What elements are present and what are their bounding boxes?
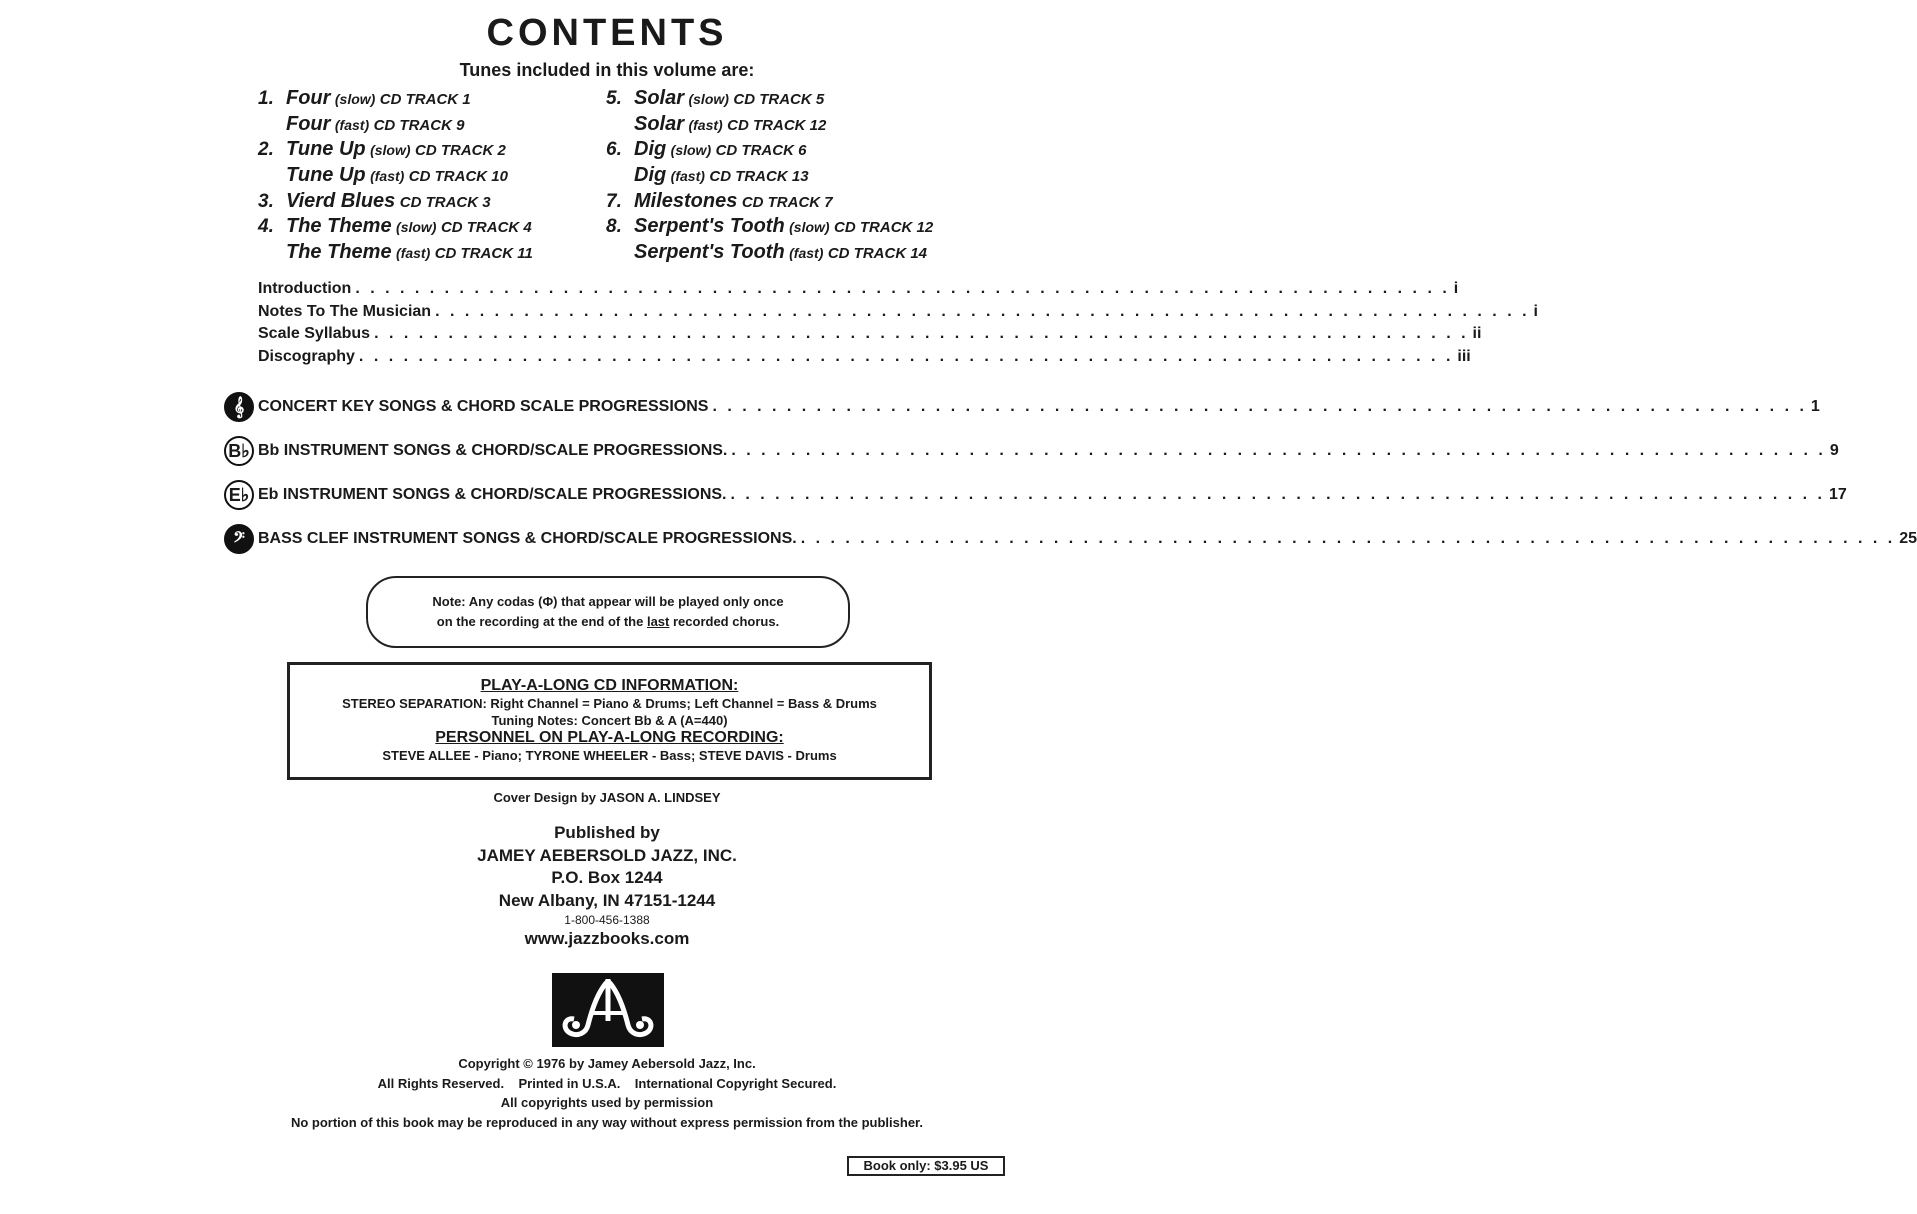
tunes-list-right [606,86,933,266]
tune-name: Solar [634,87,685,109]
toc-entry [258,280,1459,303]
dot-leader: . . . . . . . . . . . . . . . . . . . . . . . . . . . . . . . . . . . . . . . . . . . . . . . . . . . . . . . . . . . . . . . . . . . . . . . . . . [731,442,1826,459]
tune-entry [258,189,533,215]
cd-track: CD TRACK 9 [373,116,465,134]
tune-name: Vierd Blues [286,189,396,212]
cd-track: CD TRACK 2 [415,142,506,160]
copyright-block [0,1054,1214,1132]
tune-name: Milestones [634,189,738,212]
tune-tempo: (fast) [334,116,370,133]
tune-name: Dig [634,138,667,161]
section-entry [224,392,1820,422]
bass-clef-icon: 𝄢 [224,524,254,554]
tune-number: 6. [606,139,622,161]
dot-leader: . . . . . . . . . . . . . . . . . . . . . . . . . . . . . . . . . . . . . . . . . . . . . . . . . . . . . . . . . . . . . . . . . . . . . . . . . . [712,398,1807,415]
tune-entry [258,86,533,112]
section-entry [224,524,1917,554]
cover-design-credit: Cover Design by JASON A. LINDSEY [493,790,721,805]
tune-entry [258,112,533,138]
tune-number: 1. [258,88,274,109]
tune-tempo: (fast) [789,245,824,262]
toc-page: i [1453,280,1459,297]
section-bb-instrument [224,436,1839,466]
cd-track: CD TRACK 14 [827,245,928,263]
personnel-list: STEVE ALLEE - Piano; TYRONE WHEELER - Bass; STEVE DAVIS - Drums [382,748,837,763]
tune-entry [606,214,933,240]
toc-label: Introduction [258,280,352,297]
tune-number: 4. [258,216,274,238]
tune-tempo: (fast) [370,168,405,185]
tune-name: Serpent's Tooth [634,241,785,264]
section-page: 9 [1829,442,1839,459]
tunes-subtitle: Tunes included in this volume are: [459,60,755,80]
cd-track: CD TRACK 5 [733,91,825,108]
dot-leader: . . . . . . . . . . . . . . . . . . . . . . . . . . . . . . . . . . . . . . . . . . . . . . . . . . . . . . . . . . . . . . . . . . . . . . . . . . [730,486,1825,503]
cd-track: CD TRACK 12 [834,219,934,237]
publisher-phone: 1-800-456-1388 [564,913,650,927]
tune-tempo: (slow) [396,219,437,236]
section-entry [224,436,1839,466]
section-page: 25 [1899,530,1917,547]
tune-number: 3. [258,190,274,212]
tune-tempo: (slow) [789,219,830,236]
cd-track: CD TRACK 13 [709,168,809,186]
dot-leader: . . . . . . . . . . . . . . . . . . . . . . . . . . . . . . . . . . . . . . . . . . . . . . . . . . . . . . . . . . . . . . . . . . . . . . . . . . [358,347,1454,365]
tuning-notes: Tuning Notes: Concert Bb & A (A=440) [491,713,728,728]
tune-entry [258,240,533,266]
tune-entry [606,189,933,215]
permission-line: All copyrights used by permission [500,1095,714,1110]
tune-entry [606,240,933,266]
coda-note-text-end: recorded chorus. [669,614,780,629]
logo-mark-icon [552,973,664,1047]
personnel-heading: PERSONNEL ON PLAY-A-LONG RECORDING: [435,729,784,746]
section-bass-clef [224,524,1917,554]
section-page: 17 [1828,486,1847,503]
publisher-logo [552,973,664,1047]
tune-entry [606,86,933,112]
coda-note-text: on the recording at the end of the [436,614,647,629]
tune-entry [258,214,533,240]
publisher-block [0,822,1214,950]
section-entry [224,480,1847,510]
publisher-city: New Albany, IN 47151-1244 [498,890,716,910]
reproduction-notice: No portion of this book may be reproduced in any way without express permission from the publisher. [290,1114,924,1130]
coda-note-emphasis: last [646,614,670,629]
cd-track: CD TRACK 10 [408,168,508,186]
cd-track: CD TRACK 6 [715,142,807,160]
b-flat-icon: B♭ [224,436,254,466]
tune-tempo: (slow) [670,142,712,159]
cd-track: CD TRACK 12 [727,116,827,134]
toc-entry [258,347,1471,371]
tune-name: The Theme [286,241,392,264]
tune-tempo: (fast) [670,168,705,185]
tune-name: Four [286,87,331,109]
publisher-po-box: P.O. Box 1244 [551,868,663,887]
tune-number: 5. [606,88,622,109]
copyright-line: Copyright © 1976 by Jamey Aebersold Jazz, Inc. [458,1056,756,1071]
publisher-name: JAMEY AEBERSOLD JAZZ, INC. [477,845,737,865]
section-label: Bb INSTRUMENT SONGS & CHORD/SCALE PROGRESSIONS. [258,442,728,459]
coda-note-line2 [368,612,848,632]
tune-entry [606,137,933,163]
section-concert-key [224,392,1820,422]
toc-entry [258,325,1482,348]
cd-track: CD TRACK 11 [434,245,533,263]
tunes-list-left [258,86,533,266]
treble-clef-icon: 𝄞 [224,392,254,422]
cd-info-box [287,662,932,780]
tune-tempo: (fast) [688,116,723,133]
dot-leader: . . . . . . . . . . . . . . . . . . . . . . . . . . . . . . . . . . . . . . . . . . . . . . . . . . . . . . . . . . . . . . . . . . . . . . . . . . [355,280,1450,297]
published-by: Published by [554,823,660,842]
tune-name: Solar [634,112,685,135]
tune-tempo: (fast) [396,245,431,262]
cd-track: CD TRACK 7 [741,193,833,211]
tune-tempo: (slow) [334,91,376,107]
dot-leader: . . . . . . . . . . . . . . . . . . . . . . . . . . . . . . . . . . . . . . . . . . . . . . . . . . . . . . . . . . . . . . . . . . . . . . . . . . [374,325,1469,342]
page-title: CONTENTS [486,12,728,54]
cd-info-heading: PLAY-A-LONG CD INFORMATION: [480,677,739,694]
coda-note-box [366,576,850,648]
tune-name: Tune Up [286,164,366,187]
toc-label: Notes To The Musician [258,302,432,320]
toc-page: i [1533,302,1538,320]
publisher-website: www.jazzbooks.com [524,929,690,948]
dot-leader: . . . . . . . . . . . . . . . . . . . . . . . . . . . . . . . . . . . . . . . . . . . . . . . . . . . . . . . . . . . . . . . . . . . . . . . . . . [800,530,1896,547]
tune-number: 7. [606,190,622,212]
tune-number: 2. [258,139,274,161]
rights-line: All Rights Reserved. Printed in U.S.A. International Copyright Secured. [377,1075,837,1091]
cd-track: CD TRACK 3 [399,193,491,211]
coda-note-line1: Note: Any codas (Φ) that appear will be played only once [432,594,784,609]
tune-entry [606,112,933,138]
toc-label: Scale Syllabus [258,325,371,342]
section-page: 1 [1810,398,1820,415]
tune-number: 8. [606,216,622,238]
section-label: CONCERT KEY SONGS & CHORD SCALE PROGRESSIONS [258,398,709,415]
tune-name: Dig [634,164,667,187]
tune-entry [258,163,533,189]
toc-label: Discography [258,347,355,365]
tune-name: The Theme [286,215,392,238]
tune-entry [258,137,533,163]
toc-entry [258,302,1538,326]
stereo-separation: STEREO SEPARATION: Right Channel = Piano & Drums; Left Channel = Bass & Drums [342,696,877,711]
price-label: Book only: $3.95 US [847,1156,1005,1176]
front-matter-toc [258,280,1538,370]
e-flat-icon: E♭ [224,480,254,510]
section-eb-instrument [224,480,1847,510]
toc-page: iii [1457,347,1471,365]
cd-track: CD TRACK 1 [379,91,471,108]
tune-entry [606,163,933,189]
tune-name: Four [286,112,331,135]
tune-name: Serpent's Tooth [634,215,785,238]
section-label: BASS CLEF INSTRUMENT SONGS & CHORD/SCALE PROGRESSIONS. [258,530,797,547]
tune-tempo: (slow) [688,91,729,107]
section-label: Eb INSTRUMENT SONGS & CHORD/SCALE PROGRESSIONS. [258,486,727,503]
toc-page: ii [1472,325,1482,342]
dot-leader: . . . . . . . . . . . . . . . . . . . . . . . . . . . . . . . . . . . . . . . . . . . . . . . . . . . . . . . . . . . . . . . . . . . . . . . . . . [435,302,1530,320]
tune-name: Tune Up [286,138,366,161]
cd-track: CD TRACK 4 [440,219,532,237]
tune-tempo: (slow) [370,142,411,159]
